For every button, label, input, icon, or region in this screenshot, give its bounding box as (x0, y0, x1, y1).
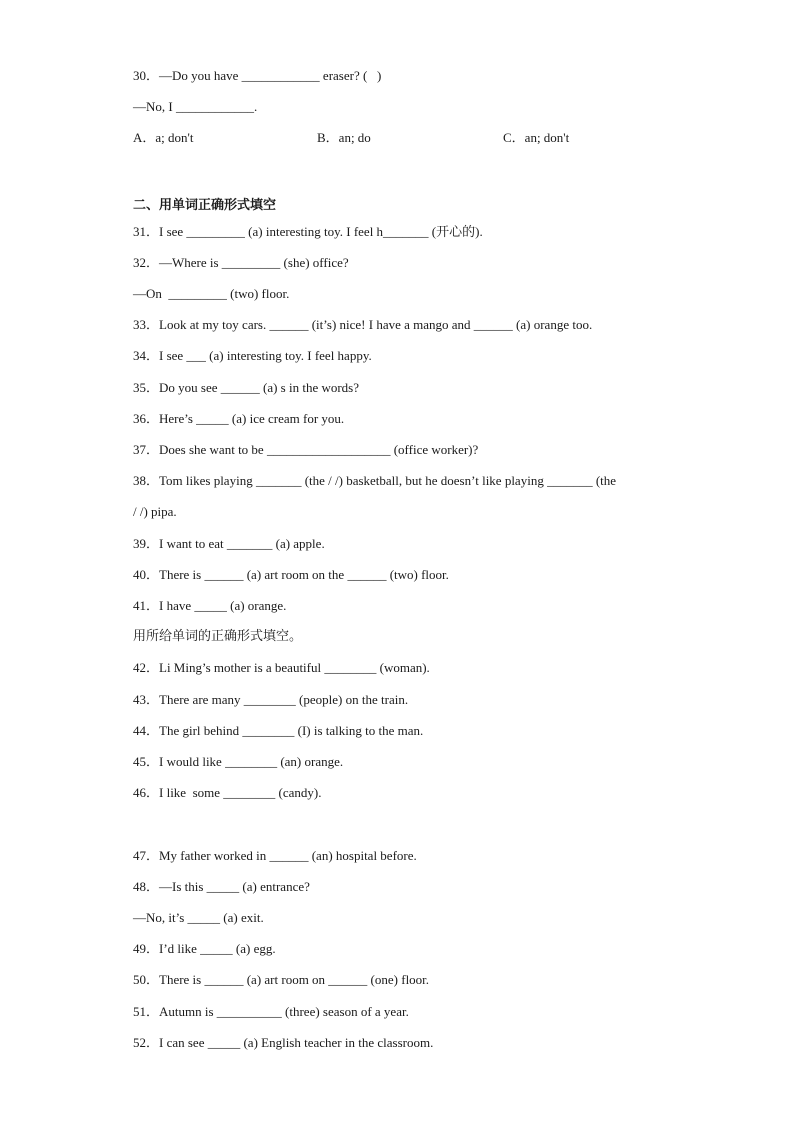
question-39: 39．I want to eat _______ (a) apple. (133, 536, 325, 551)
question-52: 52．I can see _____ (a) English teacher in the classroom. (133, 1035, 434, 1050)
question-32-prompt: 32．—Where is _________ (she) office? (133, 255, 349, 270)
question-47: 47．My father worked in ______ (an) hospital before. (133, 848, 417, 863)
question-48-response: —No, it’s _____ (a) exit. (133, 910, 264, 925)
section-3-instruction: 用所给单词的正确形式填空。 (133, 629, 303, 644)
question-34: 34．I see ___ (a) interesting toy. I feel happy. (133, 348, 372, 363)
question-30-prompt: 30．—Do you have ____________ eraser? ( ) (133, 68, 382, 83)
question-30-option-a: A．a; don't (133, 130, 194, 145)
question-38-line-2: / /) pipa. (133, 504, 177, 519)
question-44: 44．The girl behind ________ (I) is talking to the man. (133, 723, 424, 738)
question-46: 46．I like some ________ (candy). (133, 785, 322, 800)
question-35: 35．Do you see ______ (a) s in the words? (133, 380, 360, 395)
question-37: 37．Does she want to be ___________________ (office worker)? (133, 442, 479, 457)
question-45: 45．I would like ________ (an) orange. (133, 754, 344, 769)
question-36: 36．Here’s _____ (a) ice cream for you. (133, 411, 345, 426)
question-49: 49．I’d like _____ (a) egg. (133, 941, 276, 956)
question-48-prompt: 48．—Is this _____ (a) entrance? (133, 879, 310, 894)
question-30-option-b: B．an; do (317, 130, 371, 145)
question-30-response: —No, I ____________. (133, 99, 258, 114)
section-2-heading: 二、用单词正确形式填空 (133, 198, 277, 213)
question-42: 42．Li Ming’s mother is a beautiful ________ (woman). (133, 660, 430, 675)
question-50: 50．There is ______ (a) art room on ______ (one) floor. (133, 972, 430, 987)
question-32-response: —On _________ (two) floor. (133, 286, 290, 301)
question-30-option-c: C．an; don't (503, 130, 570, 145)
question-51: 51．Autumn is __________ (three) season of a year. (133, 1004, 409, 1019)
question-31: 31．I see _________ (a) interesting toy. I feel h_______ (开心的). (133, 224, 483, 239)
question-40: 40．There is ______ (a) art room on the ______ (two) floor. (133, 567, 449, 582)
question-33: 33．Look at my toy cars. ______ (it’s) nice! I have a mango and ______ (a) orange too. (133, 317, 593, 332)
question-38-line-1: 38．Tom likes playing _______ (the / /) basketball, but he doesn’t like playing _______ (the (133, 473, 617, 488)
question-43: 43．There are many ________ (people) on the train. (133, 692, 409, 707)
question-41: 41．I have _____ (a) orange. (133, 598, 287, 613)
